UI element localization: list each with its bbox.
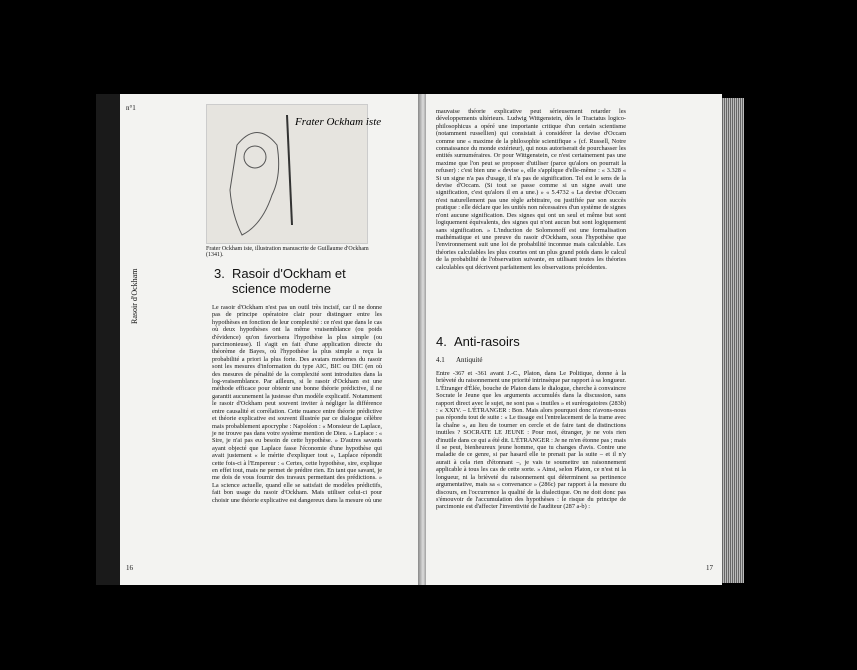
figure-inscription: Frater Ockham iste bbox=[295, 116, 382, 128]
section-heading: Rasoir d'Ockham et science moderne bbox=[232, 266, 346, 296]
subsection-title: Antiquité bbox=[456, 356, 483, 364]
section-number-4: 4. bbox=[436, 334, 447, 349]
right-page bbox=[426, 94, 722, 585]
right-body-bottom: Entre -367 et -361 avant J.-C., Platon, dans Le Politique, donne à la brièveté du raisonnement une priorité intrinsèque par rapport à sa longueur. L'Étranger d'Élée, bouche de Platon dans le dialogue, cherche à convaincre Socrate le Jeune que les arguments accumulés dans la discussion, sans rapport direct avec le sujet, ne sont pas « inutiles » et surérogatoires (283b) : « XXIV. – L'ÉTRANGER : Bon. Mais alors pourquoi donc n'avons-nous pas répondu tout de suite : « Le tissage est l'entrelacement de la trame avec la chaîne », au lieu de tourner en cercle et de faire tant de distinctions inutiles ? SOCRATE LE JEUNE : Pour moi, étranger, je ne vois rien d'inutile dans ce qui a été dit. L'ÉTRANGER : Je ne m'en étonne pas ; mais il se peut, bienheureux jeune homme, que tu changes d'avis. Contre une maladie de ce genre, si par hasard elle te prenait par la suite – et il n'y aurait à cela rien d'étonnant –, je vais te soumettre un raisonnement applicable à tous les cas de cette sorte. » Ainsi, selon Platon, ce n'est ni la longueur, ni la brièveté du raisonnement qui déterminent sa pertinence argumentative, mais sa « convenance » (286c) par rapport à la mesure du discours, en l'occurrence la qualité de la dialectique. On ne doit donc pas s'émouvoir de l'accumulation des hypothèses : le risque du principe de parcimonie est d'affecter l'inventivité de l'auditeur (287 a-b) : bbox=[436, 370, 626, 511]
page-edges bbox=[722, 98, 744, 583]
side-title: Rasoir d'Ockham bbox=[130, 268, 139, 324]
right-body-top: mauvaise théorie explicative peut sérieusement retarder les développements ultérieurs. Ludwig Wittgenstein, dès le Tractatus logico-philosophicus a opéré une importante critique d'un certain scientisme (notamment russellien) qui consistait à considérer la devise d'Occam comme une « maxime de la philosophie scientifique » (cf. Russell, Notre connaissance du monde extérieur), qui nous autoriserait de pourchasser les entités surnuméraires. Or pour Wittgenstein, ce n'est certainement pas une maxime que l'on peut se proposer d'utiliser (parce qu'alors on pourrait la refuser) : c'est bien une « devise », elle s'applique d'elle-même : « 3.328 « Si un signe n'a pas d'usage, il n'a pas de signification. Tel est le sens de la devise d'Occam. (Si tout se passe comme si un signe avait une signification, c'est qu'alors il en a une.) » « 5.4732 « La devise d'Occam n'est naturellement pas une règle arbitraire, ou justifiée par son succès pratique : elle déclare que les unités non nécessaires d'un système de signes n'ont aucune signification. Des signes qui ont un seul et même but sont logiquement équivalents, des signes qui n'ont aucun but sont logiquement sans signification. » L'induction de Solomonoff est une formalisation mathématique et une preuve du rasoir d'Ockham, sous l'hypothèse que l'environnement suit une loi de probabilité inconnue mais calculable. Les théories calculables les plus courtes ont un plus grand poids dans le calcul de la probabilité de l'observation suivante, en utilisant toutes les théories calculables qui décrivent parfaitement les observations précédentes. bbox=[436, 108, 626, 271]
monk-drawing bbox=[207, 105, 382, 243]
book-spine bbox=[96, 94, 120, 585]
figure-caption: Frater Ockham iste, illustration manuscrite de Guillaume d'Ockham (1341). bbox=[206, 246, 369, 258]
book-spread bbox=[96, 94, 744, 585]
section-number: 3. bbox=[214, 266, 225, 281]
left-page bbox=[120, 94, 420, 585]
right-page-number: 17 bbox=[706, 564, 713, 572]
manuscript-illustration bbox=[206, 104, 382, 244]
anti-razors-heading: Anti-rasoirs bbox=[454, 334, 520, 349]
left-body-text: Le rasoir d'Ockham n'est pas un outil très incisif, car il ne donne pas de principe opératoire clair pour distinguer entre les hypothèses en fonction de leur complexité : ce n'est que dans le cas où deux hypothèses ont la même vraisemblance (ou poids d'évidence) qu'on favorisera l'hypothèse la plus simple (ou parcimonieuse). Il s'agit en fait d'une application directe du théorème de Bayes, où l'hypothèse la plus simple a reçu la probabilité a priori la plus forte. Des avatars modernes du rasoir sont les mesures d'information du type AIC, BIC ou DIC (en où des mesures de pénalité de la complexité sont introduites dans la log-vraisemblance. Par ailleurs, si le rasoir d'Ockham est une méthode efficace pour obtenir une bonne théorie prédictive, il ne garantit aucunement la justesse d'un modèle explicatif. Notamment le rasoir d'Ockham peut souvent inviter à négliger la différence entre causalité et corrélation. Cette nuance entre théorie prédictive et théorie explicative est souvent illustrée par ce dialogue célèbre mais probablement apocryphe : Napoléon : « Monsieur de Laplace, je ne trouve pas dans votre système mention de Dieu. » Laplace : « Sire, je n'ai pas eu besoin de cette hypothèse. » D'autres savants ayant objecté que Laplace fasse l'économie d'une hypothèse qui avait justement « le mérite d'expliquer tout », Laplace répondit cette fois-ci à l'Empereur : « Certes, cette hypothèse, sire, explique en effet tout, mais ne permet de prédire rien. En tant que savant, je me dois de vous fournir des travaux permettant des prédictions. » La science actuelle, quand elle se satisfait de modèles prédictifs, fait bon usage du rasoir d'Ockham. Mais utiliser celui-ci pour choisir une théorie explicative est dangereux dans la mesure où une bbox=[212, 304, 382, 504]
top-mark: n°1 bbox=[126, 104, 136, 112]
left-page-number: 16 bbox=[126, 564, 133, 572]
subsection-number: 4.1 bbox=[436, 356, 445, 364]
